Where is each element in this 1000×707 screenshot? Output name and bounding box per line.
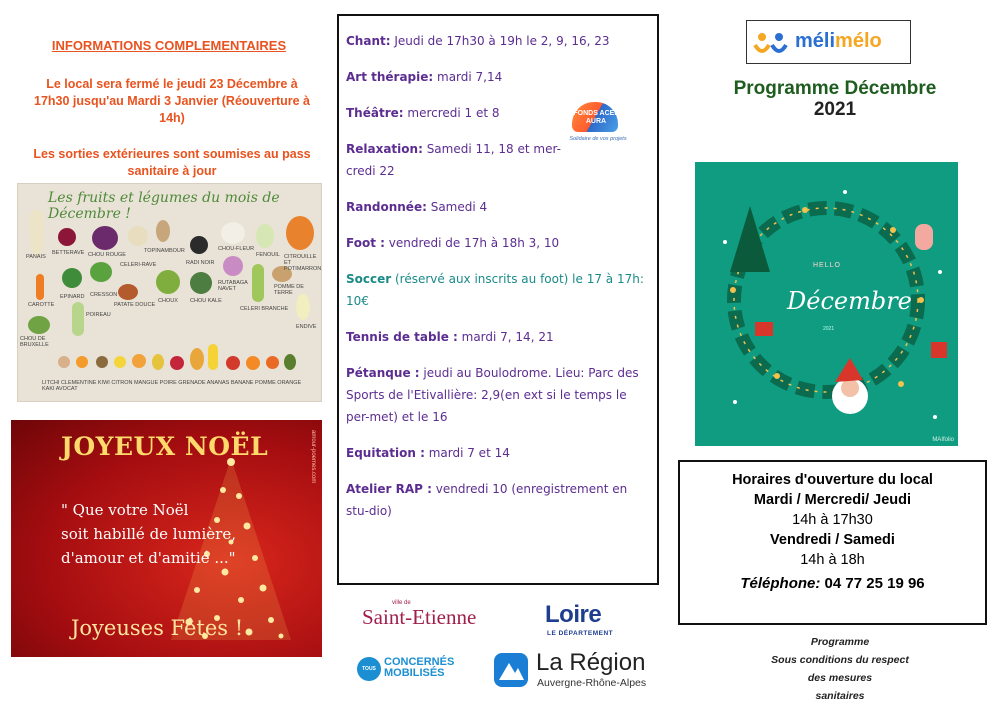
footer-line-3: des mesures bbox=[807, 672, 873, 684]
activity-details: jeudi au Boulodrome. Lieu: Parc des Sports de l'Etivallière: 2,9(en ext si le temps le per-met) et le 16 bbox=[346, 366, 639, 424]
joyeux-noel-title: JOYEUX NOËL bbox=[61, 432, 269, 461]
activity-art-therapie bbox=[346, 66, 650, 88]
wreath-year-text: 2021 bbox=[823, 326, 835, 332]
veg-label-sweet-potato: PATATE DOUCE bbox=[114, 302, 156, 308]
joyeuses-fetes-text: Joyeuses Fêtes ! bbox=[71, 616, 244, 640]
rutabaga-illustration bbox=[223, 256, 243, 276]
carrot-illustration bbox=[36, 274, 44, 300]
mango-illustration bbox=[132, 354, 146, 368]
veg-label-beet: BETTERAVE bbox=[52, 250, 85, 256]
veg-label-rutabaga: RUTABAGA NAVET bbox=[218, 280, 248, 292]
concernes-mobilises-logo bbox=[384, 657, 454, 679]
activity-details: mercredi 1 et 8 bbox=[403, 106, 500, 120]
footer-line-2: Sous conditions du respect bbox=[771, 654, 909, 666]
activity-details: (réservé aux inscrits au foot) le 17 à 17h: 10€ bbox=[346, 272, 644, 308]
fruits-vegetables-poster bbox=[17, 183, 322, 402]
loire-logo: Loire bbox=[545, 601, 602, 628]
activity-randonnee bbox=[346, 196, 650, 218]
activity-equitation bbox=[346, 442, 650, 464]
meli-melo-logo bbox=[746, 20, 911, 64]
noel-quote bbox=[61, 498, 261, 570]
veg-label-endive: ENDIVE bbox=[296, 324, 317, 330]
leek-illustration bbox=[72, 302, 84, 336]
fennel-illustration bbox=[256, 224, 274, 248]
programme-title bbox=[700, 78, 970, 120]
veg-label-potato: POMME DE TERRE bbox=[274, 284, 304, 296]
veg-label-black-radish: RADI NOIR bbox=[186, 260, 215, 266]
veg-label-red-cabbage: CHOU ROUGE bbox=[88, 252, 126, 258]
noel-quote-line-3: d'amour et d'amitié ..." bbox=[61, 549, 236, 567]
hours-days-1: Mardi / Mercredi/ Jeudi bbox=[753, 492, 912, 508]
acef-logo bbox=[566, 102, 628, 150]
region-logo: La Région bbox=[536, 649, 646, 676]
activity-details: mardi 7 et 14 bbox=[424, 446, 510, 460]
activity-details: vendredi de 17h à 18h 3, 10 bbox=[384, 236, 560, 250]
activity-petanque bbox=[346, 362, 650, 428]
brussels-sprout-illustration bbox=[28, 316, 50, 334]
activity-label: Equitation : bbox=[346, 446, 425, 460]
beet-illustration bbox=[58, 228, 76, 246]
wreath-hello-text: HELLO bbox=[813, 262, 841, 269]
lemon-illustration bbox=[114, 356, 126, 368]
hours-time-2: 14h à 18h bbox=[800, 552, 865, 568]
activity-label: Randonnée: bbox=[346, 200, 427, 214]
activity-details: mardi 7, 14, 21 bbox=[457, 330, 554, 344]
info-title: INFORMATIONS COMPLEMENTAIRES bbox=[51, 38, 287, 53]
opening-hours-box bbox=[678, 460, 987, 625]
programme-title-year: 2021 bbox=[813, 99, 857, 120]
meli-melo-figures-icon bbox=[753, 31, 789, 57]
acef-tagline: Solidaire de vos projets bbox=[569, 136, 627, 142]
hours-days-2: Vendredi / Samedi bbox=[770, 532, 895, 548]
veg-label-kale: CHOU KALE bbox=[190, 298, 222, 304]
activity-label: Soccer bbox=[346, 272, 392, 286]
celeriac-illustration bbox=[128, 226, 148, 246]
orange-illustration bbox=[246, 356, 260, 370]
activity-chant bbox=[346, 30, 650, 52]
activity-details: Samedi 4 bbox=[426, 200, 488, 214]
activity-label: Foot : bbox=[346, 236, 385, 250]
pumpkin-illustration bbox=[286, 216, 314, 250]
meli-text: méli bbox=[795, 30, 836, 52]
noel-quote-line-1: " Que votre Noël bbox=[61, 501, 189, 519]
activity-soccer bbox=[346, 268, 650, 312]
cauliflower-illustration bbox=[221, 222, 245, 244]
veg-label-topinambour: TOPINAMBOUR bbox=[144, 248, 185, 254]
endive-illustration bbox=[296, 294, 310, 320]
activity-relaxation bbox=[346, 138, 561, 182]
footer-line-1: Programme bbox=[810, 636, 870, 648]
saint-etienne-logo-prefix: ville de bbox=[392, 600, 411, 606]
veg-label-cress: CRESSON bbox=[90, 292, 118, 298]
veg-label-spinach: EPINARD bbox=[60, 294, 85, 300]
activity-tennis-de-table bbox=[346, 326, 650, 348]
phone-label: Téléphone: bbox=[740, 575, 821, 592]
fruit-row-labels: LITCHI CLEMENTINE KIWI CITRON MANGUE POIRE GRENADE ANANAS BANANE POMME ORANGE KAKI AVOCAT bbox=[42, 380, 302, 392]
pineapple-illustration bbox=[190, 348, 204, 370]
pomegranate-illustration bbox=[170, 356, 184, 370]
wreath-artist-signature: MAIfolio bbox=[932, 437, 954, 443]
activity-label: Atelier RAP : bbox=[346, 482, 432, 496]
pass-notice: Les sorties extérieures sont soumises au pass sanitaire à jour bbox=[33, 147, 311, 178]
activity-label: Théâtre: bbox=[346, 106, 404, 120]
veg-label-pumpkin: CITROUILLE ET POTIMARRON bbox=[284, 254, 322, 272]
parsnip-illustration bbox=[30, 210, 44, 256]
mobilises-text: MOBILISÉS bbox=[384, 667, 445, 679]
saint-etienne-logo: Saint-Etienne bbox=[362, 605, 477, 629]
christmas-card bbox=[11, 420, 322, 657]
veg-label-brussels: CHOU DE BRUXELLE bbox=[20, 336, 49, 348]
closure-notice: Le local sera fermé le jeudi 23 Décembre à 17h30 jusqu'au Mardi 3 Janvier (Réouverture à 14h) bbox=[34, 77, 310, 125]
kale-illustration bbox=[190, 272, 212, 294]
litchi-illustration bbox=[58, 356, 70, 368]
activity-details: Samedi 11, 18 et mer-credi 22 bbox=[346, 142, 561, 178]
fruits-poster-title: Les fruits et légumes du mois de Décembre ! bbox=[48, 190, 280, 222]
pear-illustration bbox=[152, 354, 164, 370]
phone-number: 04 77 25 19 96 bbox=[820, 575, 925, 592]
footer-line-4: sanitaires bbox=[815, 690, 865, 702]
melo-text: mélo bbox=[835, 30, 882, 52]
concernes-text: CONCERNÉS bbox=[384, 656, 455, 668]
veg-label-cauliflower: CHOU-FLEUR bbox=[218, 246, 255, 252]
noel-source-site: amour-poemes.com bbox=[310, 430, 316, 484]
december-wreath-illustration bbox=[695, 162, 958, 446]
concernes-mobilises-badge: TOUS bbox=[357, 657, 381, 681]
cabbage-illustration bbox=[156, 270, 180, 294]
sweet-potato-illustration bbox=[118, 284, 138, 300]
meli-melo-wordmark bbox=[795, 30, 882, 53]
hours-time-1: 14h à 17h30 bbox=[792, 512, 873, 528]
activity-details: vendredi 10 (enregistrement en stu-dio) bbox=[346, 482, 628, 518]
topinambour-illustration bbox=[156, 220, 170, 242]
red-cabbage-illustration bbox=[92, 226, 118, 250]
veg-label-carrot: CAROTTE bbox=[28, 302, 55, 308]
avocado-illustration bbox=[284, 354, 296, 370]
hours-title: Horaires d'ouverture du local bbox=[732, 472, 933, 488]
veg-label-parsnip: PANAIS bbox=[26, 254, 46, 260]
programme-title-month: Programme Décembre bbox=[733, 78, 937, 99]
noel-quote-line-2: soit habillé de lumière, bbox=[61, 525, 236, 543]
hours-phone bbox=[680, 574, 985, 594]
cress-illustration bbox=[90, 262, 112, 282]
veg-label-cabbage: CHOUX bbox=[158, 298, 178, 304]
spinach-illustration bbox=[62, 268, 82, 288]
activity-label: Art thérapie: bbox=[346, 70, 434, 84]
acef-badge-text: FONDS ACEF AURA bbox=[573, 110, 619, 125]
activity-label: Pétanque : bbox=[346, 366, 420, 380]
wreath-month-text: Décembre bbox=[787, 287, 912, 315]
activity-program-box bbox=[337, 14, 659, 585]
apple-illustration bbox=[226, 356, 240, 370]
region-logo-icon bbox=[494, 653, 528, 687]
celery-illustration bbox=[252, 264, 264, 302]
clementine-illustration bbox=[76, 356, 88, 368]
activity-details: mardi 7,14 bbox=[433, 70, 503, 84]
kaki-illustration bbox=[266, 356, 279, 369]
activity-foot bbox=[346, 232, 650, 254]
activity-label: Tennis de table : bbox=[346, 330, 458, 344]
program-conditions-note bbox=[740, 633, 940, 705]
loire-logo-subtitle: LE DÉPARTEMENT bbox=[547, 630, 614, 637]
veg-label-fennel: FENOUIL bbox=[256, 252, 280, 258]
veg-label-leek: POIREAU bbox=[86, 312, 111, 318]
activity-label: Chant: bbox=[346, 34, 391, 48]
veg-label-celeriac: CELERI-RAVE bbox=[120, 262, 157, 268]
region-logo-subtitle: Auvergne-Rhône-Alpes bbox=[537, 677, 647, 689]
banana-illustration bbox=[208, 344, 218, 370]
black-radish-illustration bbox=[190, 236, 208, 254]
kiwi-illustration bbox=[96, 356, 108, 368]
activity-details: Jeudi de 17h30 à 19h le 2, 9, 16, 23 bbox=[390, 34, 610, 48]
activity-label: Relaxation: bbox=[346, 142, 423, 156]
veg-label-celery: CELERI BRANCHE bbox=[240, 306, 289, 312]
activity-atelier-rap bbox=[346, 478, 650, 522]
